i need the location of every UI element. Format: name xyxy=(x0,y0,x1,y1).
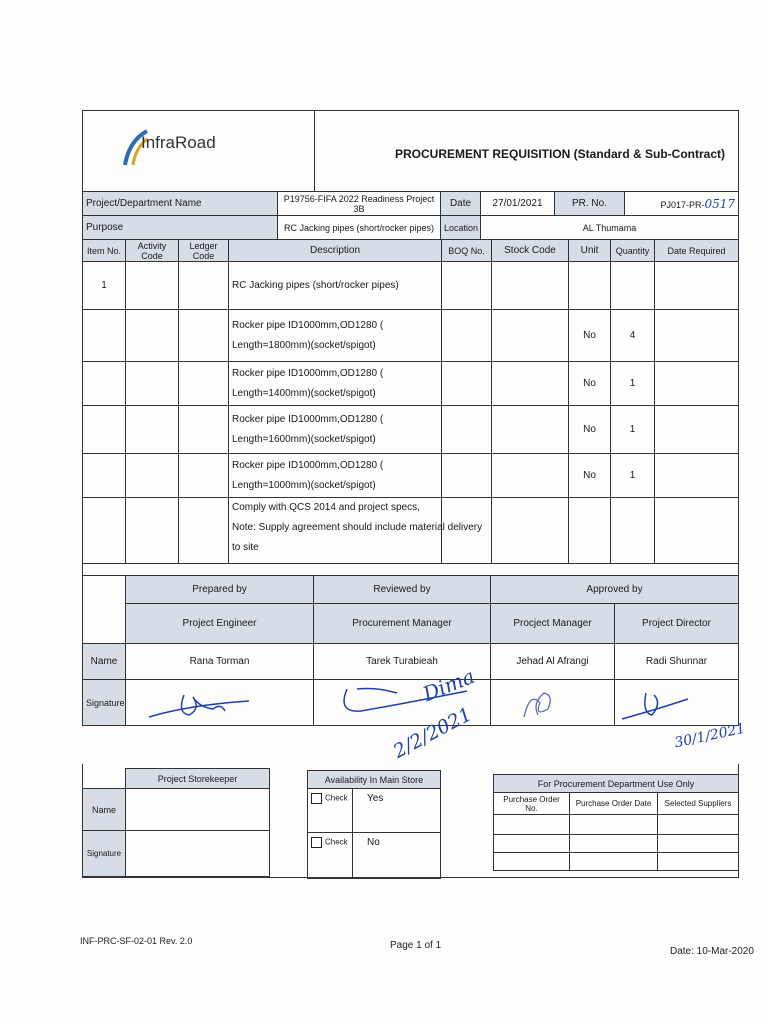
suppliers-cell[interactable] xyxy=(658,815,739,835)
items-table xyxy=(82,239,739,564)
items-header-row xyxy=(83,240,739,262)
approved-by-label: Approved by xyxy=(491,576,739,604)
check-label: Check xyxy=(325,837,348,847)
date-required xyxy=(655,362,739,406)
role-procurement: Procurement Manager xyxy=(314,604,491,644)
date-required xyxy=(655,406,739,454)
description xyxy=(229,454,442,498)
activity-code xyxy=(126,454,179,498)
table-row xyxy=(83,406,739,454)
logo-cell xyxy=(83,111,315,192)
col-item-no: Item No. xyxy=(83,240,126,262)
handwritten-signature-icon xyxy=(618,683,738,723)
name-label: Name xyxy=(83,644,126,680)
description xyxy=(229,498,483,564)
item-no xyxy=(83,498,126,564)
col-quantity: Quantity xyxy=(611,240,655,262)
signature-label: Signature xyxy=(83,680,126,726)
handwritten-dima: Dima xyxy=(419,663,478,707)
col-po-number: Purchase Order No. xyxy=(494,793,570,815)
description xyxy=(229,406,442,454)
po-number-cell[interactable] xyxy=(494,815,570,835)
stock-code xyxy=(492,262,569,310)
item-no: 1 xyxy=(83,262,126,310)
name-pm: Jehad Al Afrangi xyxy=(491,644,615,680)
storekeeper-name-field[interactable] xyxy=(126,789,270,831)
date-required xyxy=(655,498,739,564)
quantity: 1 xyxy=(611,362,655,406)
signature-director xyxy=(615,680,739,726)
description-line: Comply with QCS 2014 and project specs, xyxy=(232,502,420,513)
spacer-cell xyxy=(83,564,126,576)
availability-table xyxy=(307,770,441,879)
role-pm: Procject Manager xyxy=(491,604,615,644)
procurement-use-title: For Procurement Department Use Only xyxy=(494,775,739,793)
ledger-code xyxy=(179,262,229,310)
col-activity-code: Activity Code xyxy=(126,240,179,262)
col-description: Description xyxy=(229,240,442,262)
item-no xyxy=(83,406,126,454)
yes-label: Yes xyxy=(353,789,441,833)
storekeeper-table xyxy=(82,768,270,877)
storekeeper-name-label: Name xyxy=(83,789,126,831)
logo-text: InfraRoad xyxy=(141,133,216,152)
checkbox-icon[interactable] xyxy=(311,837,322,848)
page-number: Page 1 of 1 xyxy=(390,940,442,951)
activity-code xyxy=(126,262,179,310)
form-header xyxy=(82,110,739,192)
signature-pm xyxy=(491,680,615,726)
unit: No xyxy=(569,362,611,406)
name-engineer: Rana Torman xyxy=(126,644,314,680)
description-line: Rocker pipe ID1000mm,OD1280 ( xyxy=(232,367,384,379)
ledger-code xyxy=(179,310,229,362)
form-number: INF-PRC-SF-02-01 Rev. 2.0 xyxy=(80,936,193,946)
stock-code xyxy=(492,362,569,406)
unit xyxy=(569,498,611,564)
description-line: Rocker pipe ID1000mm,OD1280 ( xyxy=(232,413,384,425)
col-date-required: Date Required xyxy=(655,240,739,262)
description xyxy=(229,362,442,406)
check-label: Check xyxy=(325,793,348,803)
storekeeper-title: Project Storekeeper xyxy=(126,769,270,789)
name-procurement: Tarek Turabieah xyxy=(314,644,491,680)
location-value: AL Thumama xyxy=(481,216,739,240)
footer-date: Date: 10-Mar-2020 xyxy=(670,946,754,957)
description xyxy=(229,262,442,310)
quantity: 1 xyxy=(611,406,655,454)
po-number-cell[interactable] xyxy=(494,853,570,871)
boq-no xyxy=(442,454,492,498)
table-row xyxy=(83,454,739,498)
suppliers-cell[interactable] xyxy=(658,853,739,871)
handwritten-date-1: 2/2/2021 xyxy=(389,703,476,763)
procurement-form xyxy=(82,110,747,878)
quantity: 1 xyxy=(611,454,655,498)
handwritten-signature-icon xyxy=(129,683,309,723)
pr-number xyxy=(625,192,739,216)
check-yes[interactable] xyxy=(308,789,353,833)
stock-code xyxy=(492,454,569,498)
availability-title: Availability In Main Store xyxy=(308,771,441,789)
item-no xyxy=(83,362,126,406)
col-po-date: Purchase Order Date xyxy=(570,793,658,815)
col-boq-no: BOQ No. xyxy=(442,240,492,262)
pr-handwritten: 0517 xyxy=(704,196,735,211)
stock-code xyxy=(492,310,569,362)
spacer-cell xyxy=(126,564,739,576)
project-value: P19756-FIFA 2022 Readiness Project 3B xyxy=(278,192,441,216)
unit: No xyxy=(569,406,611,454)
approvals-table xyxy=(82,563,739,726)
ledger-code xyxy=(179,498,229,564)
boq-no xyxy=(442,406,492,454)
project-info xyxy=(82,191,739,240)
purpose-value: RC Jacking pipes (short/rocker pipes) xyxy=(278,216,441,240)
check-no[interactable] xyxy=(308,833,353,879)
item-no xyxy=(83,310,126,362)
role-director: Project Director xyxy=(615,604,739,644)
col-unit: Unit xyxy=(569,240,611,262)
prepared-by-label: Prepared by xyxy=(126,576,314,604)
project-label: Project/Department Name xyxy=(83,192,278,216)
no-label: No xyxy=(353,833,441,879)
quantity: 4 xyxy=(611,310,655,362)
po-number-cell[interactable] xyxy=(494,835,570,853)
description-line: RC Jacking pipes (short/rocker pipes) xyxy=(232,280,399,291)
item-no xyxy=(83,454,126,498)
storekeeper-signature-field[interactable] xyxy=(126,831,270,877)
col-stock-code: Stock Code xyxy=(492,240,569,262)
date-required xyxy=(655,454,739,498)
description-line: Length=1000mm)(socket/spigot) xyxy=(232,479,376,491)
reviewed-by-label: Reviewed by xyxy=(314,576,491,604)
unit: No xyxy=(569,454,611,498)
checkbox-icon[interactable] xyxy=(311,793,322,804)
blank-cell xyxy=(83,576,126,644)
ledger-code xyxy=(179,406,229,454)
description-line: Note: Supply agreement should include material delivery xyxy=(232,522,483,533)
pr-value: PJ017-PR- xyxy=(660,199,705,210)
boq-no xyxy=(442,262,492,310)
description-line: Length=1800mm)(socket/spigot) xyxy=(232,339,376,351)
activity-code xyxy=(126,406,179,454)
handwritten-signature-icon xyxy=(494,683,612,723)
suppliers-cell[interactable] xyxy=(658,835,739,853)
unit: No xyxy=(569,310,611,362)
table-row xyxy=(83,262,739,310)
title-text: PROCUREMENT REQUISITION (Standard & Sub-Contract) xyxy=(395,147,726,161)
blank-cell xyxy=(83,769,126,789)
description-line: Length=1600mm)(socket/spigot) xyxy=(232,433,376,445)
col-ledger-code: Ledger Code xyxy=(179,240,229,262)
procurement-use-table xyxy=(493,774,739,871)
activity-code xyxy=(126,498,179,564)
description-line: to site xyxy=(232,542,259,553)
description-line: Rocker pipe ID1000mm,OD1280 ( xyxy=(232,459,384,471)
purpose-label: Purpose xyxy=(83,216,278,240)
table-row xyxy=(83,498,739,564)
table-row xyxy=(83,362,739,406)
form-title xyxy=(315,111,739,192)
signature-engineer xyxy=(126,680,314,726)
activity-code xyxy=(126,310,179,362)
location-label: Location xyxy=(441,216,481,240)
quantity xyxy=(611,262,655,310)
boq-no xyxy=(442,362,492,406)
name-director: Radi Shunnar xyxy=(615,644,739,680)
po-date-cell[interactable] xyxy=(570,835,658,853)
date-required xyxy=(655,262,739,310)
date-required xyxy=(655,310,739,362)
date-value: 27/01/2021 xyxy=(481,192,555,216)
date-label: Date xyxy=(441,192,481,216)
pr-label: PR. No. xyxy=(555,192,625,216)
stock-code xyxy=(492,406,569,454)
activity-code xyxy=(126,362,179,406)
role-engineer: Project Engineer xyxy=(126,604,314,644)
po-date-cell[interactable] xyxy=(570,815,658,835)
storekeeper-signature-label: Signature xyxy=(83,831,126,877)
col-selected-suppliers: Selected Suppliers xyxy=(658,793,739,815)
ledger-code xyxy=(179,454,229,498)
unit xyxy=(569,262,611,310)
handwritten-date-2: 30/1/2021 xyxy=(673,720,747,752)
po-date-cell[interactable] xyxy=(570,853,658,871)
description-line: Length=1400mm)(socket/spigot) xyxy=(232,387,376,399)
description xyxy=(229,310,442,362)
ledger-code xyxy=(179,362,229,406)
boq-no xyxy=(442,310,492,362)
quantity xyxy=(611,498,655,564)
stock-code xyxy=(492,498,569,564)
description-line: Rocker pipe ID1000mm,OD1280 ( xyxy=(232,319,384,331)
table-row xyxy=(83,310,739,362)
